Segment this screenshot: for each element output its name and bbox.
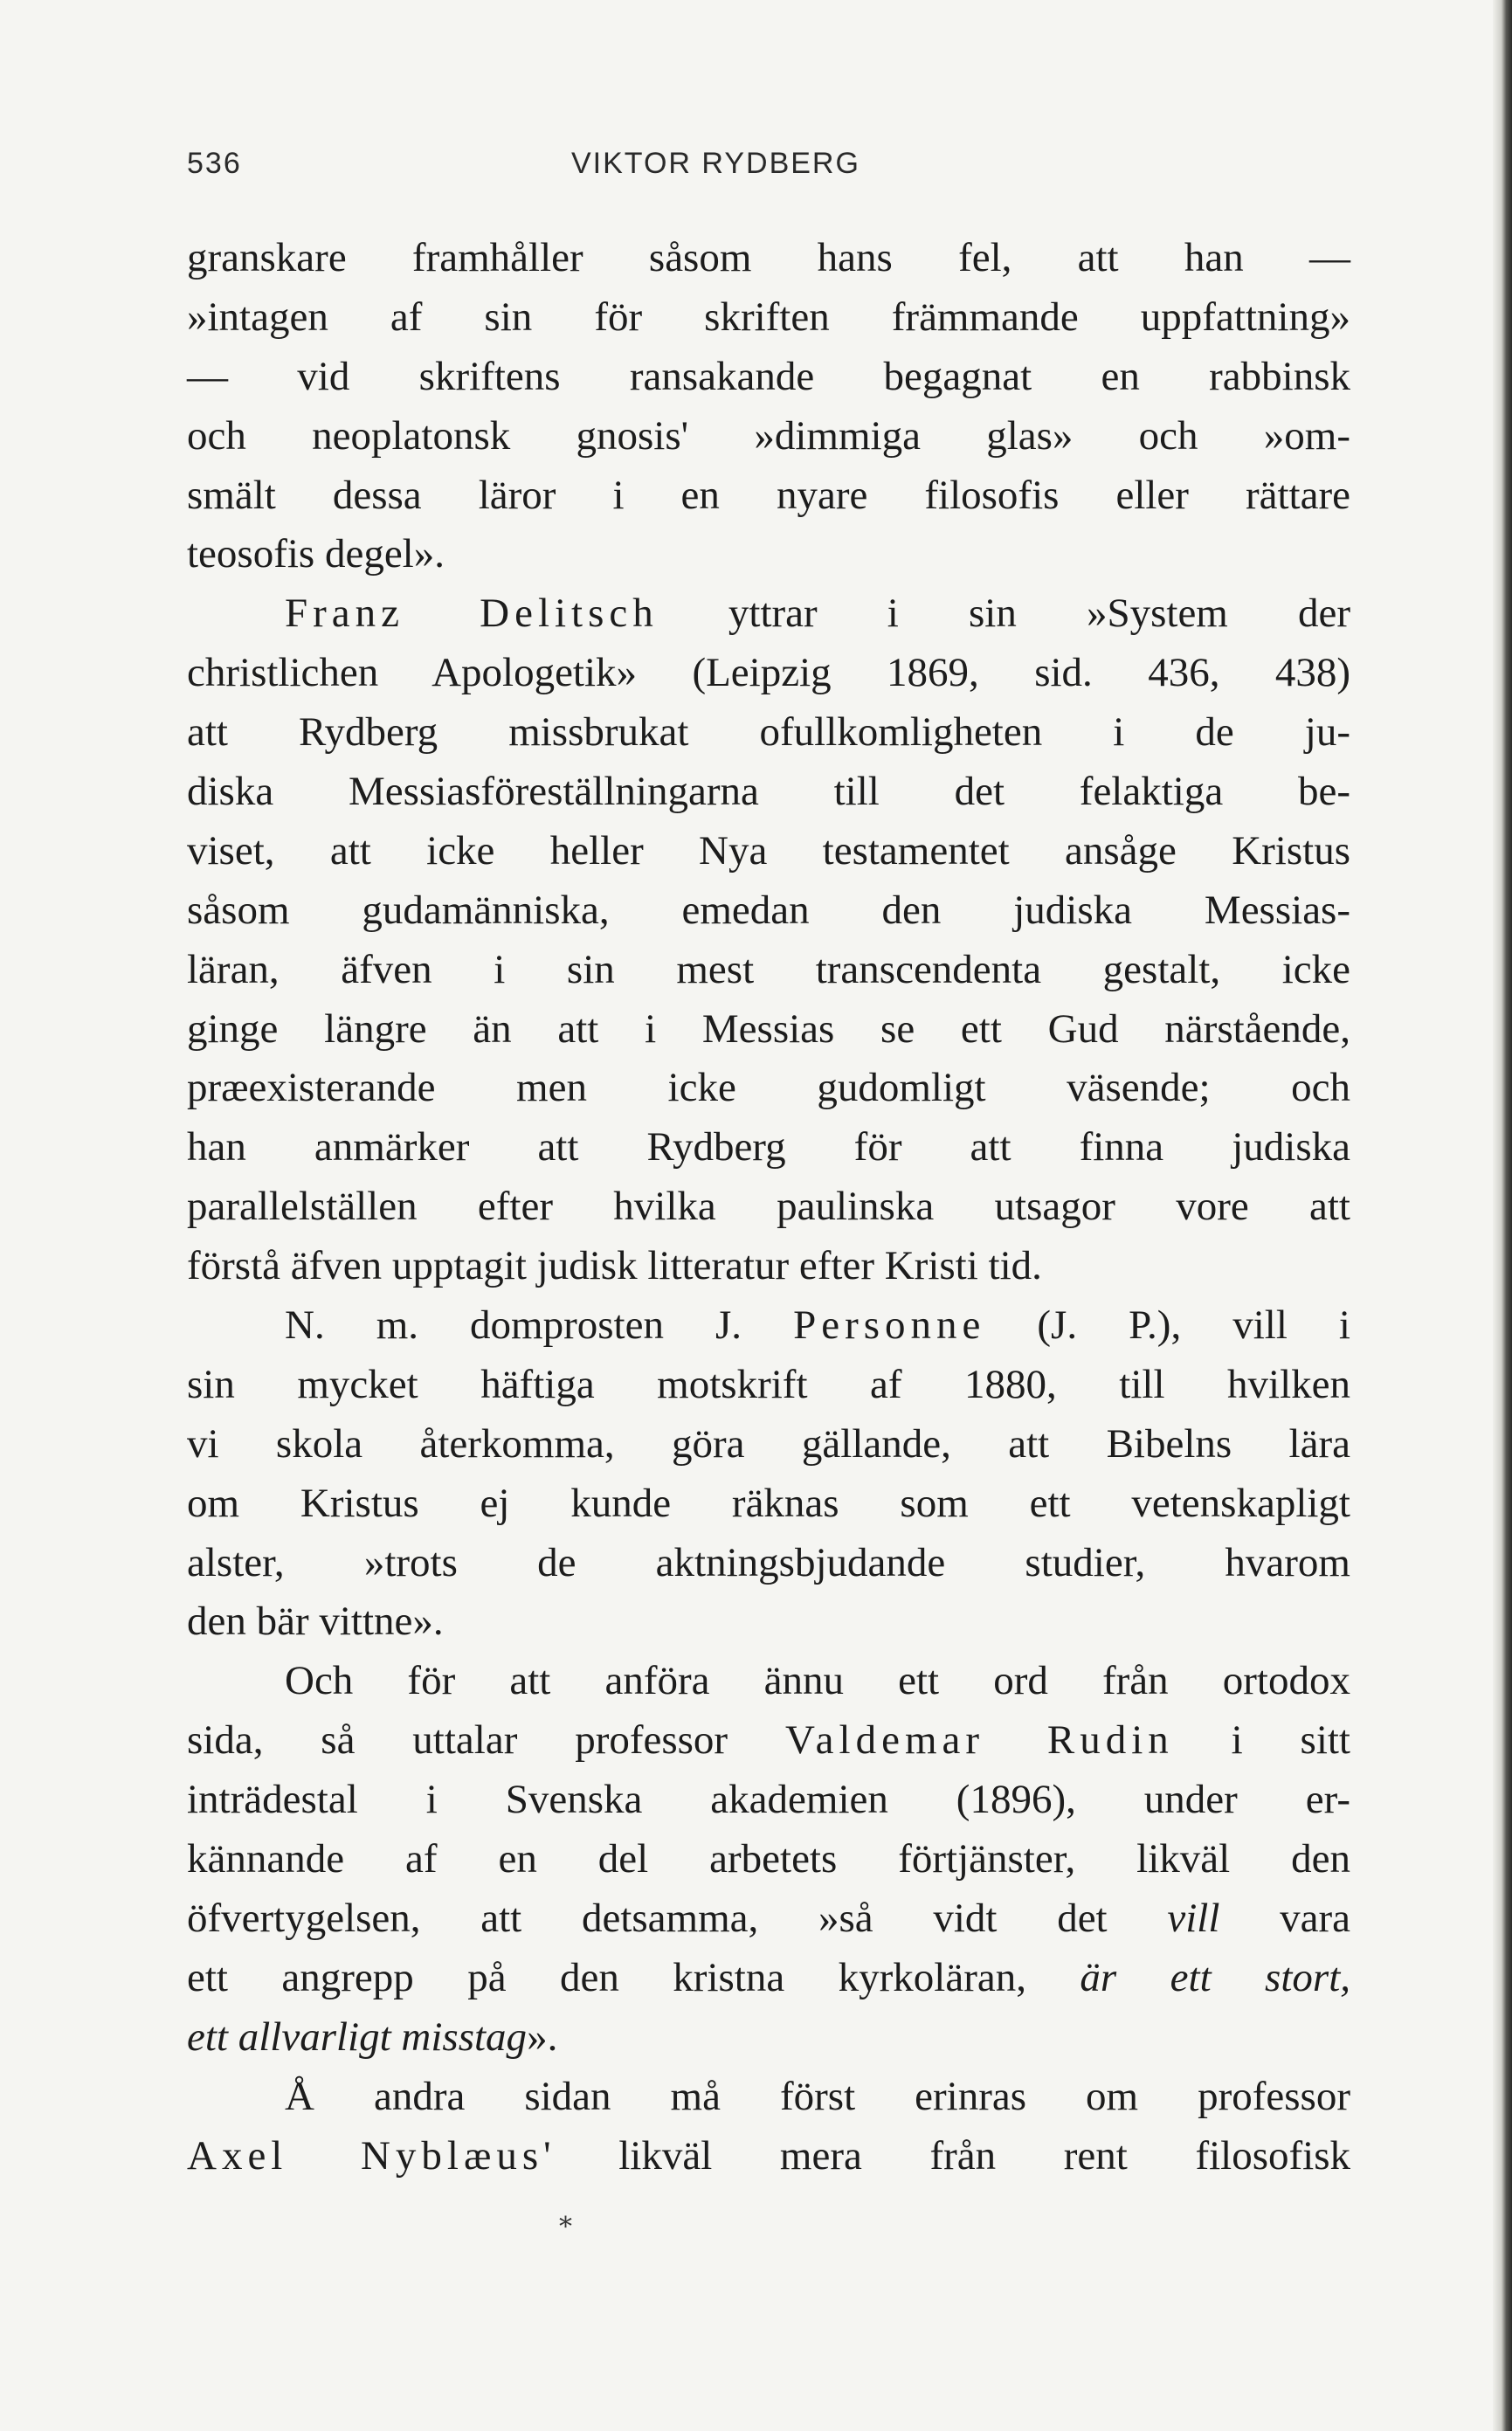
running-title-author: VIKTOR RYDBERG <box>571 147 860 180</box>
text-fragment: vara <box>1219 1895 1350 1941</box>
text-fragment: yttrar i sin »System der <box>658 590 1350 637</box>
text-line: läran, äfven i sin mest transcendenta gestalt, icke <box>187 946 1350 992</box>
text-line <box>187 1889 1350 1949</box>
running-head <box>187 147 947 190</box>
text-fragment: ett angrepp på den kristna kyrkoläran, <box>187 1954 1080 2000</box>
text-line: — vid skriftens ransakande begagnat en rabbinsk <box>187 353 1350 399</box>
text-fragment: sida, så uttalar professor <box>187 1717 785 1764</box>
text-line: förstå äfven upptagit judisk litteratur efter Kristi tid. <box>187 1243 1042 1289</box>
spaced-name-rudin: Valdemar Rudin <box>784 1717 1174 1764</box>
text-line <box>187 1949 1350 2008</box>
text-line: christlichen Apologetik» (Leipzig 1869, sid. 436, 438) <box>187 650 1350 696</box>
page-edge-shadow <box>1493 0 1512 2431</box>
text-fragment: N. m. domprosten J. <box>285 1302 794 1349</box>
text-fragment: ' likväl mera från rent filosofisk <box>543 2132 1351 2179</box>
text-line: och neoplatonsk gnosis' »dimmiga glas» och »om- <box>187 412 1350 459</box>
text-line: »intagen af sin för skriften främmande uppfattning» <box>187 294 1350 340</box>
text-line: ginge längre än att i Messias se ett Gud närstående, <box>187 1005 1350 1052</box>
text-line: den bär vittne». <box>187 1599 444 1645</box>
text-line: præexisterande men icke gudomligt väsende; och <box>187 1065 1350 1111</box>
text-line <box>187 2008 1350 2068</box>
text-fragment: ». <box>527 2013 558 2060</box>
text-fragment: i sitt <box>1173 1717 1350 1764</box>
text-line: diska Messiasföreställningarna till det felaktiga be- <box>187 769 1350 815</box>
spaced-name-nyblaeus: Axel Nyblæus <box>187 2132 544 2179</box>
italic-phrase: är ett stort, <box>1080 1954 1350 2000</box>
spaced-name-delitsch: Franz Delitsch <box>285 590 659 637</box>
text-line: viset, att icke heller Nya testamentet ansåge Kristus <box>187 827 1350 874</box>
spaced-name-personne: Personne <box>793 1302 986 1349</box>
text-line: han anmärker att Rydberg för att finna judiska <box>187 1124 1350 1171</box>
footnote-mark: * <box>559 2212 572 2242</box>
italic-word: vill <box>1167 1895 1220 1941</box>
text-fragment: (J. P.), vill i <box>985 1302 1350 1349</box>
text-line: att Rydberg missbrukat ofullkomligheten i de ju- <box>187 709 1350 756</box>
page-number: 536 <box>187 147 242 180</box>
text-line: teosofis degel». <box>187 531 445 577</box>
text-line: om Kristus ej kunde räknas som ett vetenskapligt <box>187 1480 1350 1526</box>
text-line: Å andra sidan må först erinras om professor <box>285 2073 1350 2119</box>
text-line: parallelställen efter hvilka paulinska utsagor vore att <box>187 1184 1350 1230</box>
text-line: inträdestal i Svenska akademien (1896), under er- <box>187 1777 1350 1823</box>
text-line: alster, »trots de aktningsbjudande studier, hvarom <box>187 1539 1350 1585</box>
body-text <box>187 229 1350 2186</box>
text-line: sin mycket häftiga motskrift af 1880, till hvilken <box>187 1361 1350 1407</box>
text-line: Och för att anföra ännu ett ord från ortodox <box>285 1658 1350 1704</box>
text-line <box>187 2127 1350 2186</box>
text-line: granskare framhåller såsom hans fel, att han — <box>187 235 1350 280</box>
text-line: såsom gudamänniska, emedan den judiska Messias- <box>187 887 1350 933</box>
text-line <box>187 584 1350 644</box>
text-fragment: öfvertygelsen, att detsamma, »så vidt det <box>187 1895 1168 1941</box>
italic-phrase: ett allvarligt misstag <box>187 2013 528 2060</box>
text-line <box>187 1711 1350 1771</box>
text-line: vi skola återkomma, göra gällande, att Bibelns lära <box>187 1420 1350 1467</box>
text-line <box>187 1296 1350 1356</box>
text-line: kännande af en del arbetets förtjänster, likväl den <box>187 1836 1350 1882</box>
text-line: smält dessa läror i en nyare filosofis eller rättare <box>187 472 1350 518</box>
